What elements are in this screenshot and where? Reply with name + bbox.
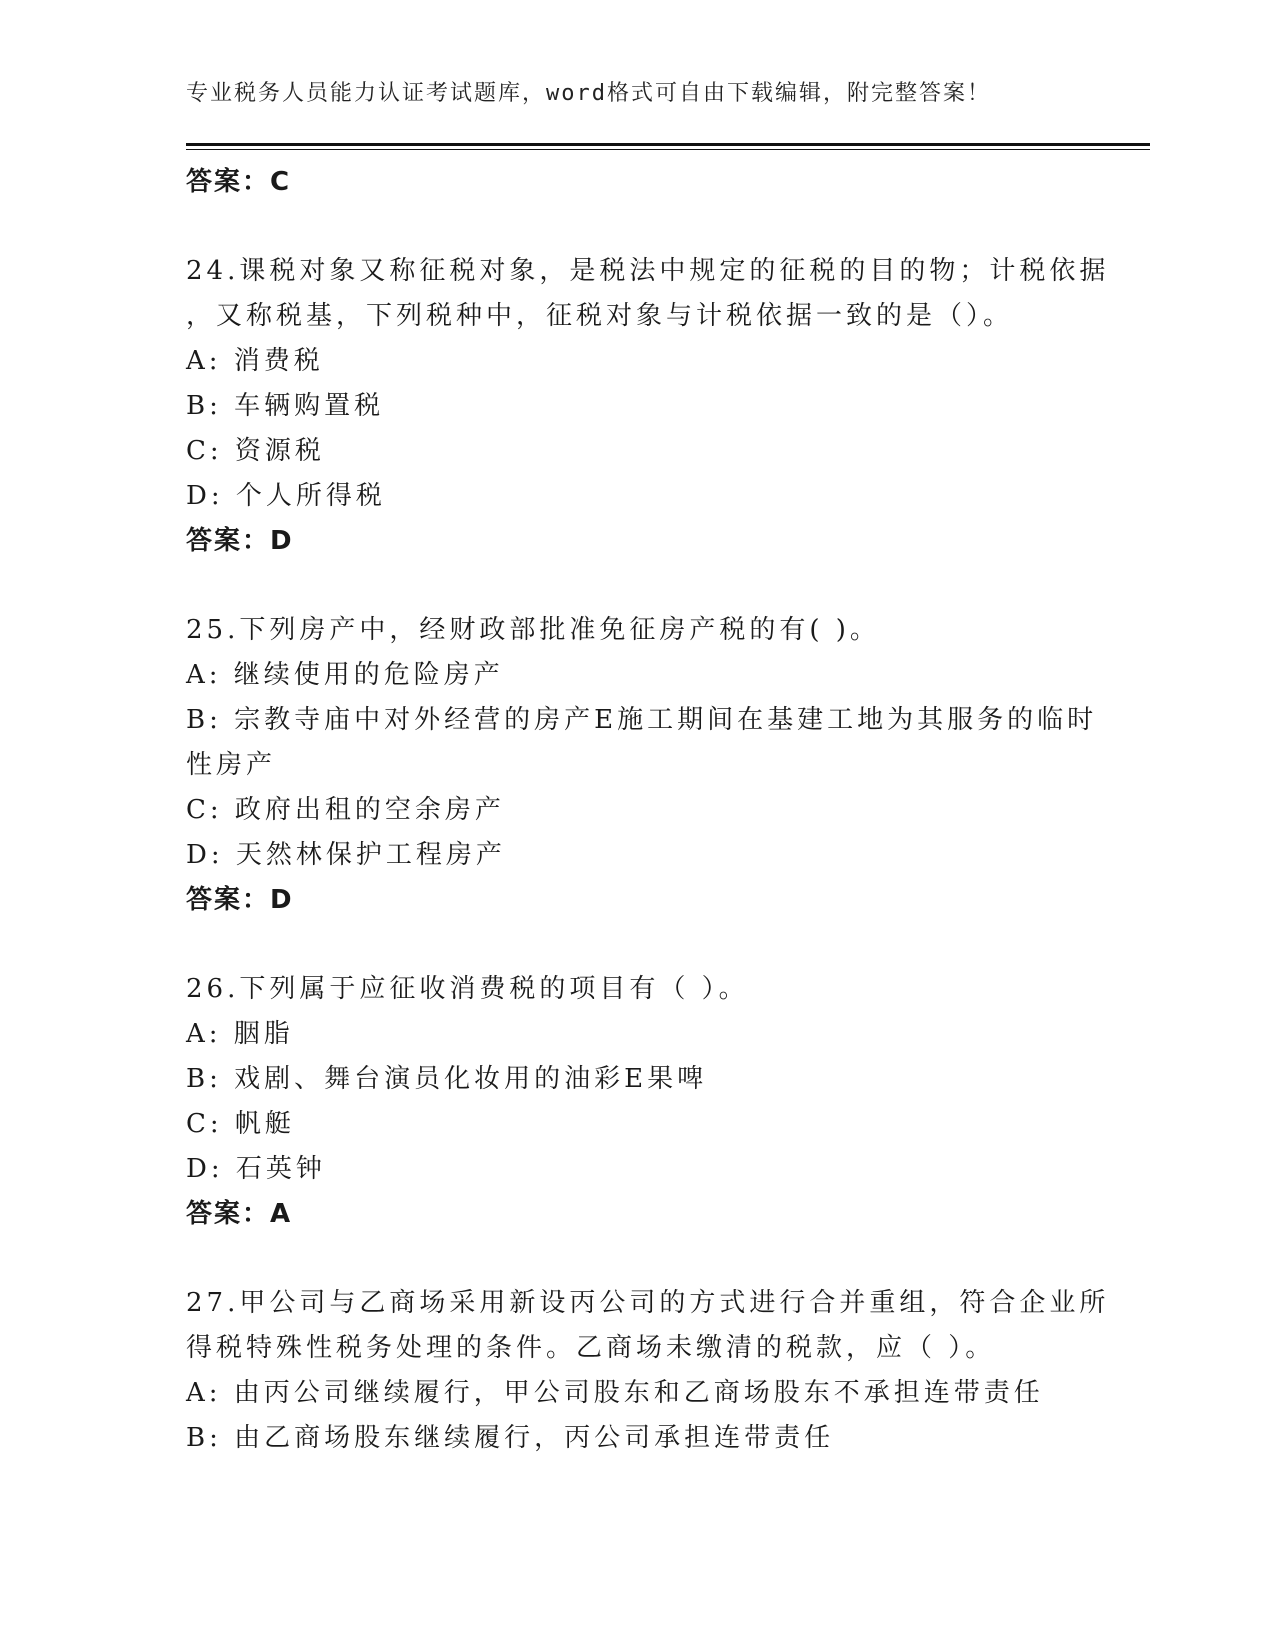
option-b: B: 戏剧、舞台演员化妆用的油彩E果啤	[186, 1064, 708, 1094]
answer: 答案：D	[186, 885, 294, 915]
question-25	[186, 608, 1098, 923]
question-stem: 24.课税对象又称征税对象，是税法中规定的征税的目的物；计税依据	[186, 256, 1110, 286]
question-stem: 26.下列属于应征收消费税的项目有（ ）。	[186, 974, 749, 1004]
option-a: A: 胭脂	[186, 1019, 294, 1049]
option-c: C: 帆艇	[186, 1109, 295, 1139]
option-c: C: 资源税	[186, 436, 325, 466]
question-stem: 得税特殊性税务处理的条件。乙商场未缴清的税款，应（ ）。	[186, 1333, 996, 1363]
option-d: D: 天然林保护工程房产	[186, 840, 506, 870]
question-stem: ，又称税基，下列税种中，征税对象与计税依据一致的是（）。	[186, 301, 1014, 331]
question-24	[186, 249, 1110, 564]
option-b-continued: 性房产	[186, 750, 277, 780]
option-d: D: 个人所得税	[186, 481, 386, 511]
option-d: D: 石英钟	[186, 1154, 326, 1184]
option-b: B: 由乙商场股东继续履行，丙公司承担连带责任	[186, 1423, 835, 1453]
question-stem: 27.甲公司与乙商场采用新设丙公司的方式进行合并重组，符合企业所	[186, 1288, 1110, 1318]
previous-answer: 答案：C	[186, 167, 292, 197]
option-a: A: 继续使用的危险房产	[186, 660, 504, 690]
option-a: A: 消费税	[186, 346, 324, 376]
answer: 答案：D	[186, 526, 294, 556]
header-rule-thin	[186, 149, 1150, 150]
header-rule-thick	[186, 143, 1150, 146]
question-27	[186, 1281, 1110, 1461]
question-list	[186, 160, 1110, 1461]
question-26	[186, 967, 1066, 1237]
question-stem: 25.下列房产中，经财政部批准免征房产税的有( )。	[186, 615, 880, 645]
option-b: B: 车辆购置税	[186, 391, 385, 421]
page-header: 专业税务人员能力认证考试题库，word格式可自由下载编辑，附完整答案！	[186, 81, 991, 106]
option-c: C: 政府出租的空余房产	[186, 795, 505, 825]
answer: 答案：A	[186, 1199, 293, 1229]
option-a: A: 由丙公司继续履行，甲公司股东和乙商场股东不承担连带责任	[186, 1378, 1044, 1408]
option-b: B: 宗教寺庙中对外经营的房产E施工期间在基建工地为其服务的临时	[186, 705, 1098, 735]
